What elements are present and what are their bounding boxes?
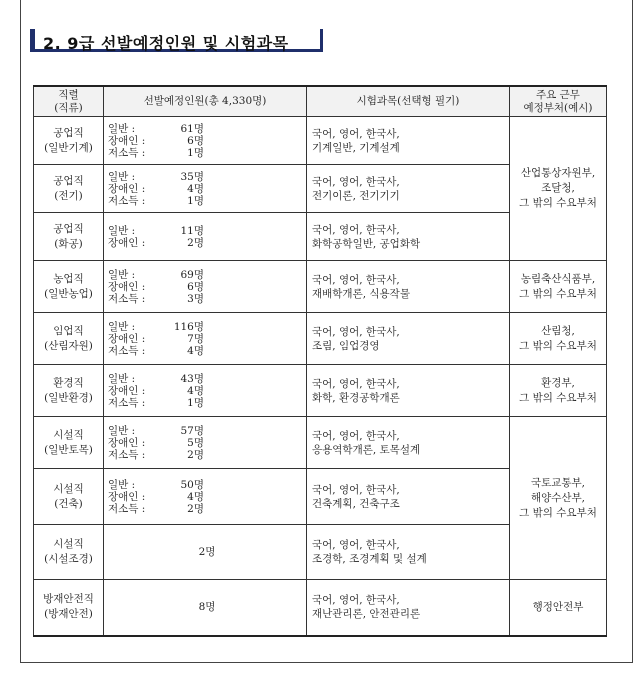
category-cell: 환경직 (일반환경): [34, 365, 104, 417]
category-cell: 농업직 (일반농업): [34, 261, 104, 313]
category-cell: 공업직 (화공): [34, 213, 104, 261]
count-cell: 일반 : 35명 장애인 : 4명 저소득 : 1명: [104, 165, 307, 213]
subjects-cell: 국어, 영어, 한국사, 응용역학개론, 토목설계: [307, 417, 510, 469]
count-cell: 일반 : 50명 장애인 : 4명 저소득 : 2명: [104, 469, 307, 525]
category-cell: 시설직 (건축): [34, 469, 104, 525]
count-cell: 8명: [104, 580, 307, 636]
table-row: [34, 417, 607, 469]
category-cell: 시설직 (시설조경): [34, 525, 104, 580]
header-dept: 주요 근무 예정부처(예시): [510, 86, 607, 117]
count-cell: 2명: [104, 525, 307, 580]
category-cell: 임업직 (산림자원): [34, 313, 104, 365]
category-cell: 공업직 (전기): [34, 165, 104, 213]
category-cell: 시설직 (일반토목): [34, 417, 104, 469]
category-cell: 방재안전직 (방재안전): [34, 580, 104, 636]
dept-cell: 행정안전부: [510, 580, 607, 636]
table-row: [34, 117, 607, 165]
dept-cell: 농림축산식품부, 그 밖의 수요부처: [510, 261, 607, 313]
subjects-cell: 국어, 영어, 한국사, 화학, 환경공학개론: [307, 365, 510, 417]
dept-cell: 환경부, 그 밖의 수요부처: [510, 365, 607, 417]
section-heading: [30, 29, 323, 52]
count-cell: 일반 : 116명 장애인 : 7명 저소득 : 4명: [104, 313, 307, 365]
subjects-cell: 국어, 영어, 한국사, 조림, 임업경영: [307, 313, 510, 365]
count-cell: 일반 : 57명 장애인 : 5명 저소득 : 2명: [104, 417, 307, 469]
subjects-cell: 국어, 영어, 한국사, 건축계획, 건축구조: [307, 469, 510, 525]
subjects-cell: 국어, 영어, 한국사, 화학공학일반, 공업화학: [307, 213, 510, 261]
dept-cell: 산림청, 그 밖의 수요부처: [510, 313, 607, 365]
header-category: 직렬 (직류): [34, 86, 104, 117]
dept-cell: 산업통상자원부, 조달청, 그 밖의 수요부처: [510, 117, 607, 261]
recruitment-table: [33, 85, 607, 637]
header-subjects: 시험과목(선택형 필기): [307, 86, 510, 117]
table-row: [34, 365, 607, 417]
table-header-row: [34, 86, 607, 117]
count-cell: 일반 : 61명 장애인 : 6명 저소득 : 1명: [104, 117, 307, 165]
table-row: [34, 261, 607, 313]
table-row: [34, 580, 607, 636]
subjects-cell: 국어, 영어, 한국사, 전기이론, 전기기기: [307, 165, 510, 213]
subjects-cell: 국어, 영어, 한국사, 기계일반, 기계설계: [307, 117, 510, 165]
category-cell: 공업직 (일반기계): [34, 117, 104, 165]
count-cell: 일반 : 11명 장애인 : 2명: [104, 213, 307, 261]
subjects-cell: 국어, 영어, 한국사, 조경학, 조경계획 및 설계: [307, 525, 510, 580]
subjects-cell: 국어, 영어, 한국사, 재난관리론, 안전관리론: [307, 580, 510, 636]
table-row: [34, 313, 607, 365]
count-cell: 일반 : 43명 장애인 : 4명 저소득 : 1명: [104, 365, 307, 417]
header-count: 선발예정인원(총 4,330명): [104, 86, 307, 117]
subjects-cell: 국어, 영어, 한국사, 재배학개론, 식용작물: [307, 261, 510, 313]
dept-cell: 국토교통부, 해양수산부, 그 밖의 수요부처: [510, 417, 607, 580]
section-title: 2. 9급 선발예정인원 및 시험과목: [43, 34, 289, 53]
count-cell: 일반 : 69명 장애인 : 6명 저소득 : 3명: [104, 261, 307, 313]
